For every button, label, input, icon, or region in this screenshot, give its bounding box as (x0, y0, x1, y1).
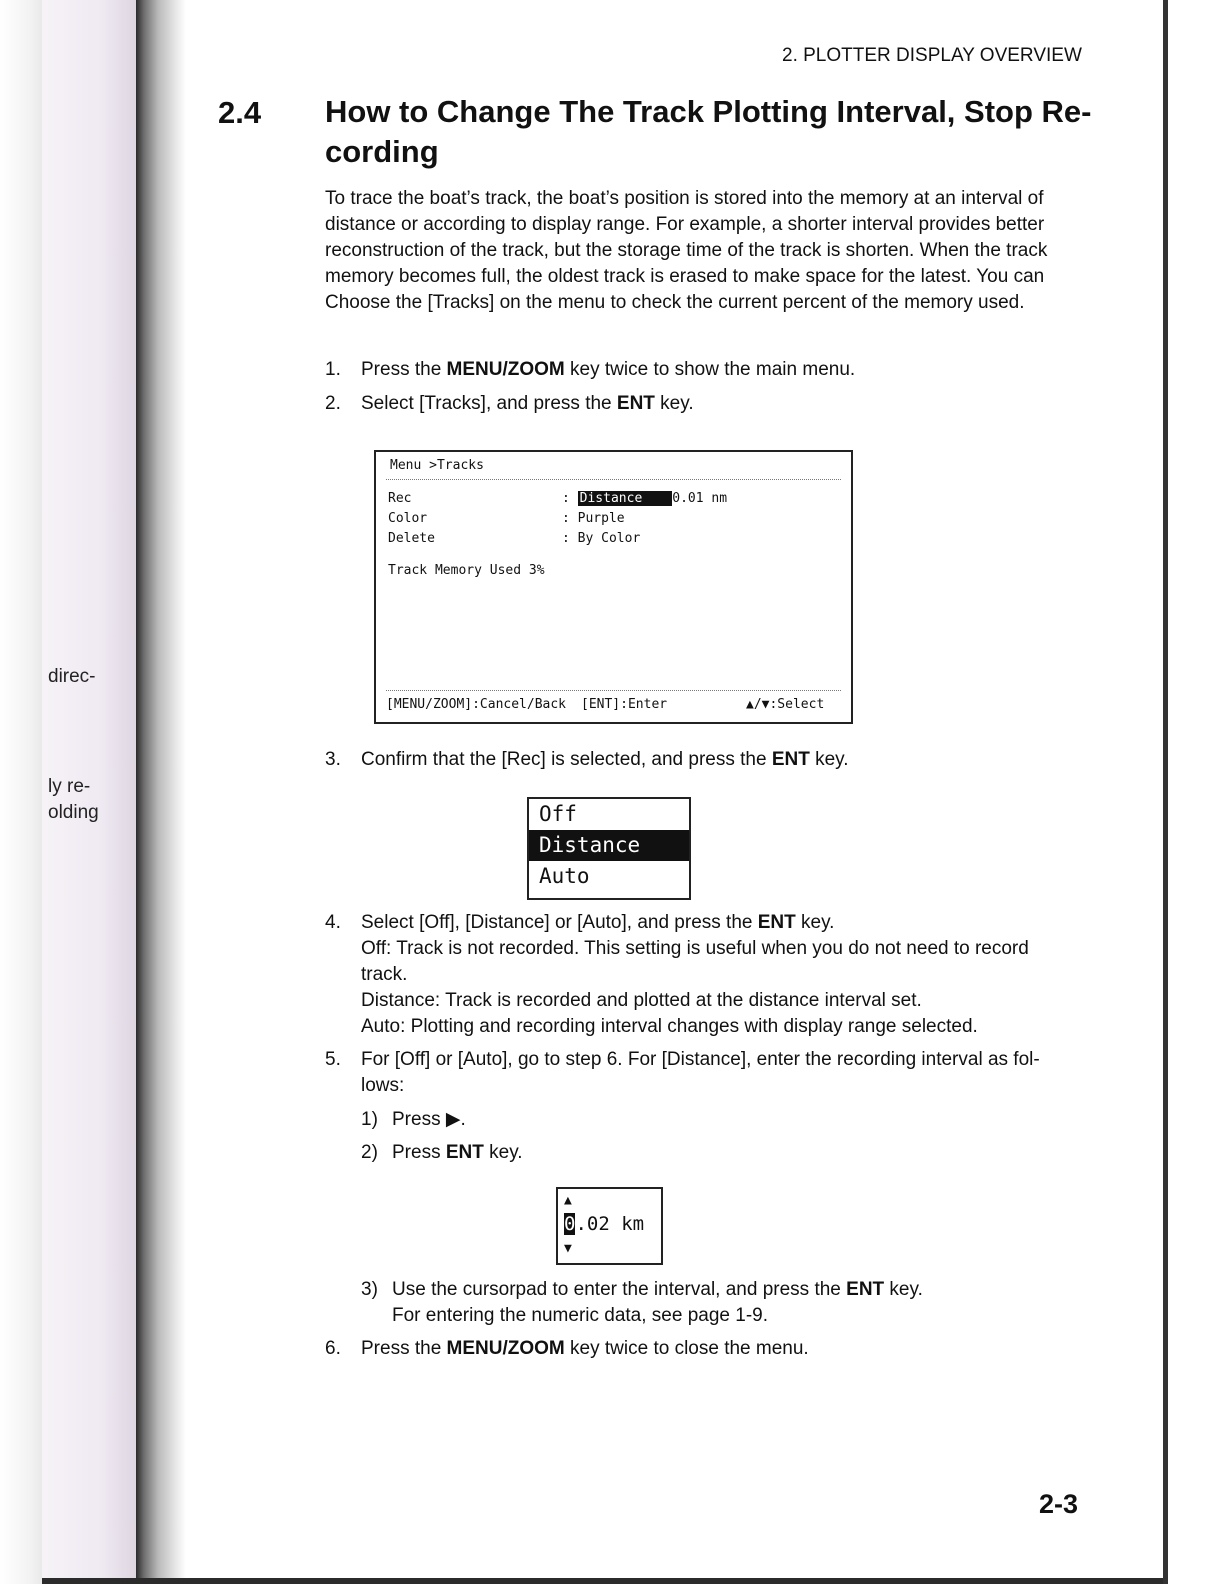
key-name: MENU/ZOOM (446, 359, 565, 380)
step-text: Confirm that the [Rec] is selected, and press the ENT key. (361, 749, 849, 770)
bottom-page-edge (42, 1578, 1163, 1584)
intro-paragraph: To trace the boat’s track, the boat’s position is stored into the memory at an interval of distance or according to display range. For example, a shorter interval provides better reconstruction of the track, but the storage time of the track is shorten. When the track memory becomes full, the oldest track is erased to make space for the latest. You can Choose the [Tracks] on the menu to check the current percent of the memory used. (325, 188, 1048, 313)
section-number: 2.4 (218, 95, 262, 130)
auto-description: Auto: Plotting and recording interval changes with display range selected. (361, 1016, 978, 1037)
menu-row-value: : Purple (562, 511, 625, 526)
footer-cancel-hint: [MENU/ZOOM]:Cancel/Back (386, 697, 567, 712)
menu-row-value: : By Color (562, 531, 641, 546)
menu-row-value: : Distance 0.01 nm (562, 491, 728, 506)
substep-text: Press ▶. (392, 1109, 466, 1130)
option-auto: Auto (539, 864, 590, 888)
step-number: 1. (325, 359, 341, 380)
interval-value: 0.01 nm (672, 491, 728, 506)
substep-number: 2) (361, 1142, 378, 1163)
book-spine (136, 0, 186, 1584)
substep-2 (361, 1140, 523, 1166)
step-number: 2. (325, 393, 341, 414)
substep-number: 1) (361, 1109, 378, 1130)
track-memory-status: Track Memory Used 3% (388, 563, 545, 578)
section-title: How to Change The Track Plotting Interval, Stop Re-cording (325, 94, 1092, 169)
previous-page-fragment: direc- (48, 666, 96, 687)
right-page-edge (1163, 0, 1168, 1584)
substep-text: Press ENT key. (392, 1142, 523, 1163)
arrow-down-icon: ▼ (564, 1241, 572, 1256)
key-name: MENU/ZOOM (446, 1338, 565, 1359)
substep-number: 3) (361, 1279, 378, 1300)
arrow-up-icon: ▲ (564, 1193, 572, 1208)
key-name: ENT (771, 749, 810, 770)
entry-cursor: 0 (564, 1213, 576, 1235)
substep-3 (361, 1277, 923, 1303)
step-number: 5. (325, 1049, 341, 1070)
step-text: Select [Off], [Distance] or [Auto], and press the ENT key. (361, 912, 835, 933)
previous-page-fragment: ly re- (48, 776, 91, 797)
left-margin (0, 0, 42, 1584)
key-name: ENT (846, 1279, 885, 1300)
off-description-cont: track. (361, 964, 408, 985)
divider (386, 690, 841, 691)
key-name: ENT (445, 1142, 484, 1163)
divider (386, 479, 841, 480)
distance-description: Distance: Track is recorded and plotted at the distance interval set. (361, 990, 922, 1011)
previous-page-fragment: olding (48, 802, 99, 823)
menu-row-label: Color (388, 511, 428, 526)
step-number: 4. (325, 912, 341, 933)
menu-breadcrumb: Menu >Tracks (390, 458, 484, 473)
numeric-entry-box (556, 1187, 663, 1265)
footer-select-hint: ▲/▼:Select (746, 697, 825, 712)
step-text: Press the MENU/ZOOM key twice to show the main menu. (361, 359, 856, 380)
rec-options-list (527, 797, 691, 900)
interval-entry: 0.02 km (564, 1213, 645, 1235)
option-off: Off (539, 802, 577, 826)
option-distance: Distance (529, 830, 689, 861)
key-name: ENT (757, 912, 796, 933)
menu-row-label: Delete (388, 531, 435, 546)
step-text: For [Off] or [Auto], go to step 6. For [Distance], enter the recording interval as fol- (361, 1049, 1040, 1070)
substep-text: Use the cursorpad to enter the interval, and press the ENT key. (392, 1279, 923, 1300)
step-number: 6. (325, 1338, 341, 1359)
off-description: Off: Track is not recorded. This setting is useful when you do not need to record (361, 938, 1029, 959)
footer-enter-hint: [ENT]:Enter (581, 697, 668, 712)
substep-3-note: For entering the numeric data, see page 1-9. (392, 1305, 769, 1326)
step-number: 3. (325, 749, 341, 770)
menu-row-label: Rec (388, 491, 412, 506)
step-text-cont: lows: (361, 1075, 405, 1096)
selected-value: Distance (578, 491, 673, 506)
key-name: ENT (616, 393, 655, 414)
tracks-menu-screen (374, 450, 853, 724)
running-head: 2. PLOTTER DISPLAY OVERVIEW (782, 45, 1082, 66)
substep-1 (361, 1107, 466, 1133)
step-text: Select [Tracks], and press the ENT key. (361, 393, 694, 414)
page-number: 2-3 (1039, 1489, 1079, 1519)
step-text: Press the MENU/ZOOM key twice to close the menu. (361, 1338, 809, 1359)
